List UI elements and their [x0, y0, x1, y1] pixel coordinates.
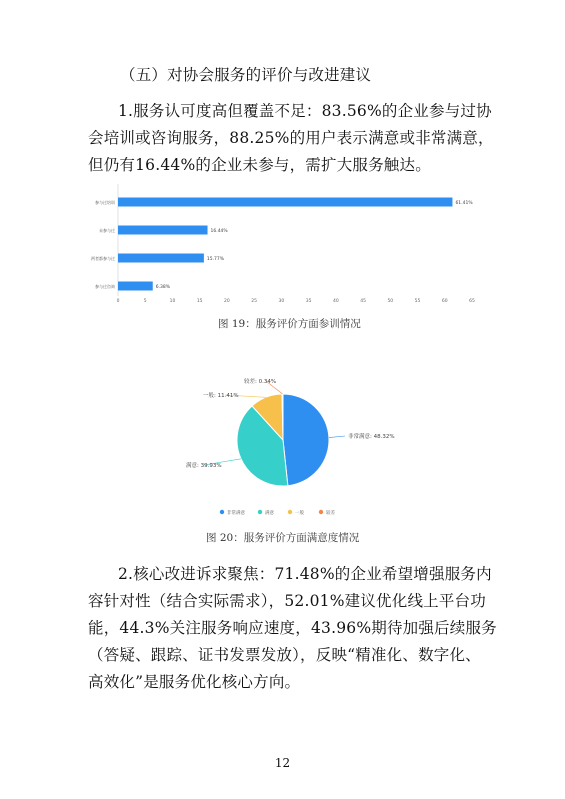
x-tick-label: 65 — [469, 299, 475, 304]
pie-slice-label: 较差: 0.34% — [244, 379, 277, 385]
bar-chart-figure-19 — [91, 184, 475, 304]
paragraph-1-line: 但仍有16.44%的企业未参与，需扩大服务触达。 — [88, 156, 431, 174]
pie-slice-label: 一般: 11.41% — [203, 393, 239, 399]
paragraph-2-line: 容针对性（结合实际需求），52.01%建议优化线上平台功 — [88, 592, 486, 610]
x-tick-label: 20 — [224, 299, 230, 304]
x-tick-label: 0 — [116, 299, 120, 304]
legend-label: 满意 — [265, 511, 274, 516]
bar-category-label: 未参与过 — [99, 228, 115, 233]
bar-data-label: 6.38% — [155, 285, 171, 290]
x-tick-label: 25 — [251, 299, 258, 304]
legend-label: 一般 — [295, 511, 304, 516]
paragraph-2-line: （答疑、跟踪、证书发票发放），反映“精准化、数字化、 — [88, 646, 481, 664]
paragraph-1-line: 会培训或咨询服务，88.25%的用户表示满意或非常满意， — [88, 129, 494, 147]
paragraph-2-line: 能，44.3%关注服务响应速度，43.96%期待加强后续服务 — [88, 619, 497, 637]
bar-category-label: 参与过培训 — [95, 200, 115, 205]
x-tick-label: 5 — [143, 299, 147, 304]
x-tick-label: 10 — [169, 299, 176, 304]
x-tick-label: 60 — [441, 299, 448, 304]
page-number: 12 — [274, 756, 291, 770]
legend-label: 非常满意 — [227, 511, 245, 516]
legend-label: 较差 — [326, 511, 335, 516]
paragraph-2-line: 2.核心改进诉求聚焦：71.48%的企业希望增强服务内 — [118, 565, 492, 583]
paragraph-2 — [88, 561, 497, 696]
bar-data-label: 15.77% — [206, 257, 225, 262]
bar — [118, 198, 452, 207]
bar-category-label: 参与过咨询 — [95, 284, 115, 289]
legend-marker — [220, 510, 224, 514]
x-tick-label: 55 — [414, 299, 421, 304]
section-heading: （五）对协会服务的评价与改进建议 — [120, 66, 372, 84]
legend-marker — [288, 510, 292, 514]
x-tick-label: 15 — [196, 299, 203, 304]
legend-marker — [319, 510, 323, 514]
figure-19-caption: 图 19：服务评价方面参训情况 — [218, 318, 361, 330]
x-tick-label: 30 — [278, 299, 285, 304]
bar-category-label: 两者都参与过 — [91, 256, 115, 261]
bar — [118, 282, 153, 291]
x-tick-label: 35 — [305, 299, 312, 304]
pie-slice-label: 非常满意: 48.32% — [348, 434, 395, 440]
bar — [118, 226, 208, 235]
x-tick-label: 45 — [360, 299, 366, 304]
figure-20-caption: 图 20：服务评价方面满意度情况 — [206, 532, 360, 544]
paragraph-1-line: 1.服务认可度高但覆盖不足：83.56%的企业参与过协 — [118, 102, 492, 120]
bar-data-label: 61.41% — [455, 201, 473, 206]
pie-chart-figure-20 — [186, 377, 395, 516]
bar — [118, 254, 204, 263]
paragraph-2-line: 高效化”是服务优化核心方向。 — [88, 673, 301, 691]
bar-data-label: 16.44% — [210, 229, 228, 234]
x-tick-label: 50 — [387, 299, 394, 304]
legend-marker — [258, 510, 262, 514]
x-tick-label: 40 — [332, 299, 339, 304]
pie-slice — [283, 394, 329, 486]
pie-slice-label: 满意: 39.93% — [186, 463, 222, 469]
pie-leader-line — [329, 436, 345, 438]
